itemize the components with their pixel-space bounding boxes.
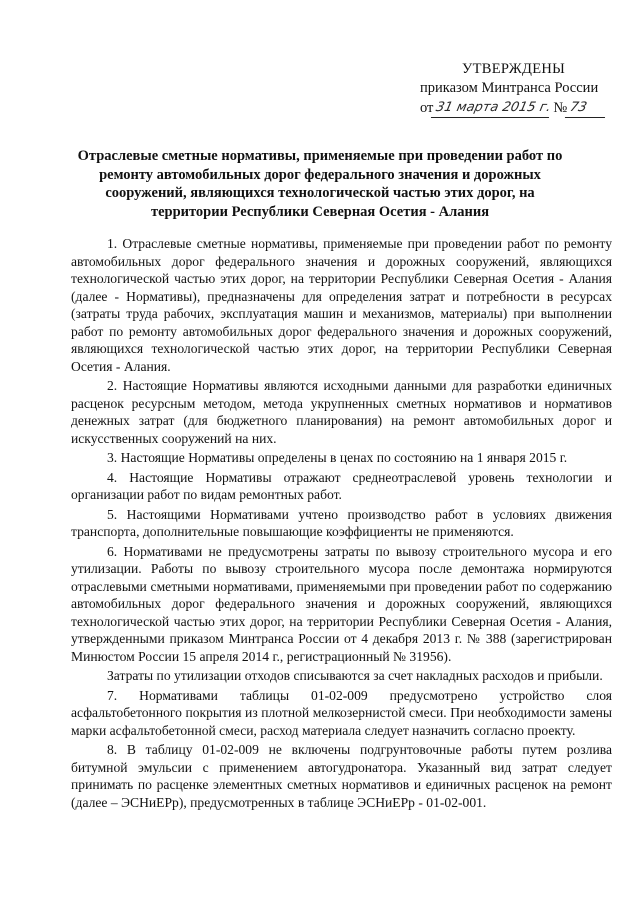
approval-order: приказом Минтранса России xyxy=(420,80,599,96)
handwritten-date: 31 марта 2015 г. xyxy=(431,98,553,118)
approval-stamp xyxy=(414,60,614,118)
paragraph-6-note: Затраты по утилизации отходов списываются за счет накладных расходов и прибыли. xyxy=(107,668,603,683)
paragraph-5: 5. Настоящими Нормативами учтено производство работ в условиях движения транспорта, дополнительные повышающие коэффициенты не применяются. xyxy=(71,506,612,539)
number-prefix: № xyxy=(553,100,568,116)
handwritten-number: 73 xyxy=(565,98,609,118)
paragraph-6: 6. Нормативами не предусмотрены затраты по вывозу строительного мусора и его утилизации. Работы по вывозу строительного мусора после демонтажа нормируются отраслевыми сметными нормативами, применяемыми при проведении работ по содержанию автомобильных дорог федерального значения и дорожных сооружений, являющихся технологической частью этих дорог, на территории Республики Северная Осетия - Алания, утвержденными приказом Минтранса России от 4 декабря 2013 г. № 388 (зарегистрирован Минюстом России 15 апреля 2014 г., регистрационный № 31956). xyxy=(71,543,612,664)
document-body xyxy=(71,235,612,811)
paragraph-2: 2. Настоящие Нормативы являются исходными данными для разработки единичных расценок ресурсным методом, метода укрупненных сметных нормативов и нормативов денежных затрат (для бюджетного планирования) на ремонт автомобильных дорог и искусственных сооружений на них. xyxy=(71,378,612,446)
date-prefix: от xyxy=(420,100,434,116)
approval-heading: УТВЕРЖДЕНЫ xyxy=(462,61,566,77)
approval-date-line xyxy=(414,98,614,118)
paragraph-8: 8. В таблицу 01-02-009 не включены подгрунтовочные работы путем розлива битумной эмульсии с применением автогудронатора. Указанный вид затрат следует принимать по расценке элементных сметных нормативов и единичных расценок на ремонт (далее – ЭСНиЕРр), предусмотренных в таблице ЭСНиЕРр - 01-02-001. xyxy=(71,742,612,810)
paragraph-7: 7. Нормативами таблицы 01-02-009 предусмотрено устройство слоя асфальтобетонного покрытия из плотной мелкозернистой смеси. При необходимости замены марки асфальтобетонной смеси, расход материала следует назначить согласно проекту. xyxy=(71,687,612,738)
paragraph-3: 3. Настоящие Нормативы определены в ценах по состоянию на 1 января 2015 г. xyxy=(107,450,568,465)
paragraph-4: 4. Настоящие Нормативы отражают среднеотраслевой уровень технологии и организации работ по видам ремонтных работ. xyxy=(71,469,612,502)
document-title: Отраслевые сметные нормативы, применяемые при проведении работ по ремонту автомобильных дорог федерального значения и дорожных сооружений, являющихся технологической частью этих дорог, на территории Республики Северная Осетия - Алания xyxy=(77,148,563,220)
paragraph-1: 1. Отраслевые сметные нормативы, применяемые при проведении работ по ремонту автомобильных дорог федерального значения и дорожных сооружений, являющихся технологической частью этих дорог, на территории Республики Северная Осетия - Алания (далее - Нормативы), предназначены для определения затрат и потребности в ресурсах (затраты труда рабочих, эксплуатация машин и механизмов, материалы) при выполнении работ по ремонту автомобильных дорог федерального значения и дорожных сооружений, являющихся технологической частью этих дорог, на территории Республики Северная Осетия - Алания. xyxy=(71,236,612,374)
